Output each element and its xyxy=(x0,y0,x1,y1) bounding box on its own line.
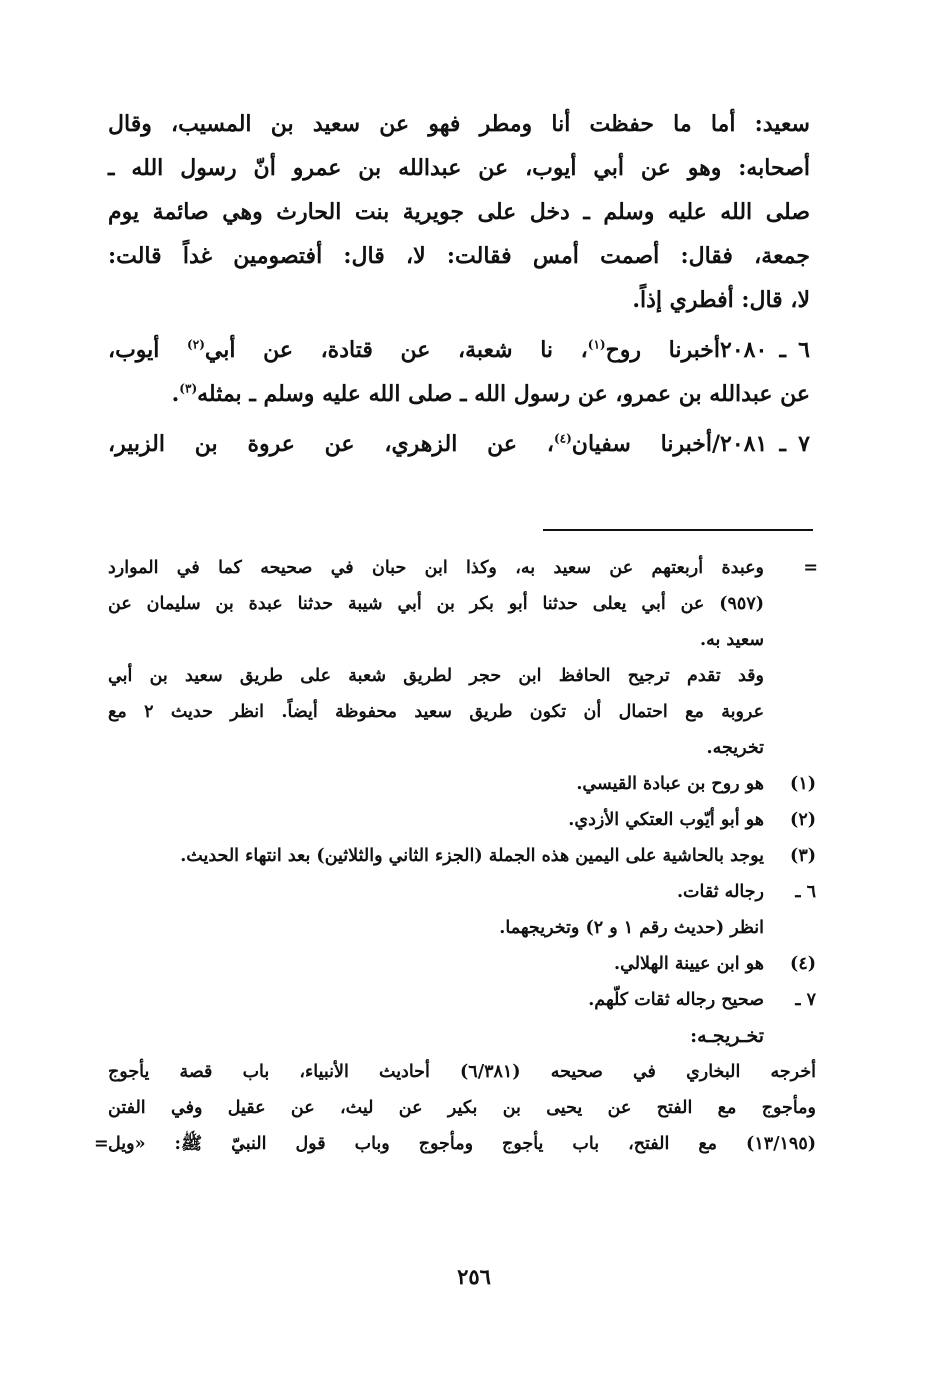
footnote-number: (٣) xyxy=(790,846,816,866)
hadith-2081 xyxy=(108,422,810,466)
main-text xyxy=(108,102,810,472)
footnotes xyxy=(94,550,818,1162)
hadith-text: أخبرنا روح xyxy=(605,337,720,363)
footnote-text: صحيح رجاله ثقات كلّهم. xyxy=(588,990,764,1010)
footnote-text: هو أبو أيّوب العتكي الأزدي. xyxy=(568,810,764,830)
footnote-item xyxy=(108,946,816,982)
text-line xyxy=(108,372,810,416)
continued-note xyxy=(108,550,816,766)
note-line: أخرجه البخاري في صحيحه (٦/٣٨١) أحاديث الأنبياء، باب قصة يأجوج xyxy=(108,1062,816,1082)
footnote-text: هو روح بن عبادة القيسي. xyxy=(576,774,764,794)
footnote-item xyxy=(108,802,816,838)
hadith-text: ، نا شعبة، عن قتادة، عن أبي xyxy=(204,337,588,363)
note-line: (٩٥٧) عن أبي يعلى حدثنا أبو بكر بن أبي شيبة حدثنا عبدة بن سليمان عن xyxy=(108,594,764,614)
note-line: ومأجوج مع الفتح عن يحيى بن بكير عن ليث، عن عقيل وفي الفتن xyxy=(108,1098,816,1118)
note-line: وعبدة أربعتهم عن سعيد به، وكذا ابن حبان في صحيحه كما في الموارد xyxy=(108,558,764,578)
text-line xyxy=(108,422,810,466)
footnote-item xyxy=(108,838,816,874)
page-number: ٢٥٦ xyxy=(457,1264,491,1289)
hadith-text: أيوب، xyxy=(108,337,188,363)
takhrij-heading: تخـريجـه: xyxy=(690,1025,764,1047)
hadith-text: /أخبرنا سفيان xyxy=(571,431,720,457)
note-line: عروبة مع احتمال أن تكون طريق سعيد محفوظة أيضاً. انظر حديث ٢ مع xyxy=(108,702,765,722)
footnote-text: يوجد بالحاشية على اليمين هذه الجملة (الجزء الثاني والثلاثين) بعد انتهاء الحديث. xyxy=(180,846,764,866)
see-reference: انظر (حديث رقم ١ و ٢) وتخريجهما. xyxy=(499,918,764,938)
text-line: أصحابه: وهو عن أبي أيوب، عن عبدالله بن عمرو أنّ رسول الله ـ xyxy=(108,155,810,181)
footnote-number: ٧ ـ xyxy=(795,990,816,1010)
footnote-ref-2: (٢) xyxy=(187,337,205,352)
text-line: جمعة، فقال: أصمت أمس فقالت: لا، قال: أفتصومين غداً قالت: xyxy=(108,243,810,269)
note-line: (١٣/١٩٥) مع الفتح، باب يأجوج ومأجوج وباب قول النبيّ ﷺ: «ويل xyxy=(108,1134,816,1154)
text-line: سعيد: أما ما حفظت أنا ومطر فهو عن سعيد بن المسيب، وقال xyxy=(108,111,810,137)
continuation-marker: = xyxy=(803,558,818,578)
footnote-number: ٦ ـ xyxy=(795,882,816,902)
text-line xyxy=(108,328,810,372)
footnote-text: هو ابن عيينة الهلالي. xyxy=(614,954,764,974)
hadith-number: ٦ ـ ٢٠٨٠ xyxy=(720,337,810,363)
text-line: صلى الله عليه وسلم ـ دخل على جويرية بنت الحارث وهي صائمة يوم xyxy=(108,199,810,225)
footnote-item xyxy=(108,874,816,910)
footnote-number: (٤) xyxy=(790,954,816,974)
footnote-ref-3: (٣) xyxy=(179,381,198,396)
footnote-ref-4: (٤) xyxy=(553,431,572,446)
paragraph-1 xyxy=(108,102,810,322)
hadith-text: . xyxy=(171,381,180,407)
hadith-number: ٧ ـ ٢٠٨١ xyxy=(720,431,810,457)
footnote-separator xyxy=(543,529,813,531)
note-line: وقد تقدم ترجيح الحافظ ابن حجر لطريق شعبة على طريق سعيد بن أبي xyxy=(108,666,764,686)
hadith-text: عن عبدالله بن عمرو، عن رسول الله ـ صلى الله عليه وسلم ـ بمثله xyxy=(197,381,810,407)
note-line: سعيد به. xyxy=(699,630,764,650)
hadith-text: ، عن الزهري، عن عروة بن الزبير، xyxy=(108,431,554,457)
continuation-marker: = xyxy=(94,1134,109,1154)
footnote-ref-1: (١) xyxy=(587,337,606,352)
footnote-item xyxy=(108,766,816,802)
footnote-number: (٢) xyxy=(790,810,816,830)
footnote-number: (١) xyxy=(790,774,816,794)
footnote-item xyxy=(108,982,816,1018)
note-line: تخريجه. xyxy=(706,738,764,758)
hadith-2080 xyxy=(108,328,810,416)
footnote-text: رجاله ثقات. xyxy=(676,882,764,902)
text-line: لا، قال: أفطري إذاً. xyxy=(632,287,810,313)
takhrij-text xyxy=(94,1054,816,1162)
